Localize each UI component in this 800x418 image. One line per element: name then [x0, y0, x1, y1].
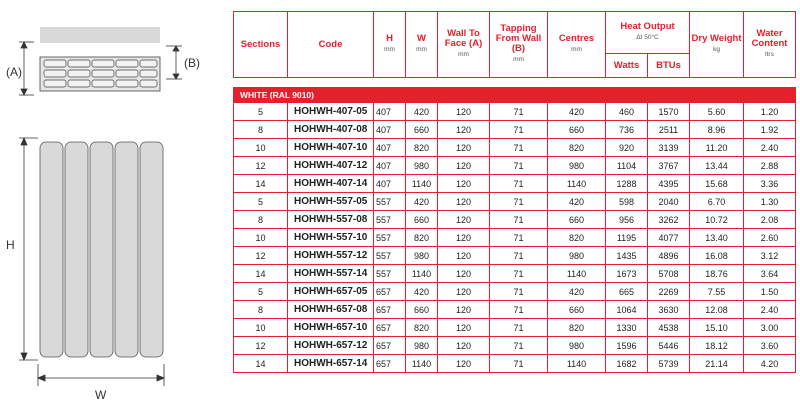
dimension-h: [19, 138, 38, 360]
cell-centres: 980: [548, 157, 606, 175]
cell-centres: 980: [548, 337, 606, 355]
cell-a: 120: [438, 175, 490, 193]
cell-weight: 6.70: [690, 193, 744, 211]
cell-w: 420: [406, 283, 438, 301]
cell-sections: 8: [234, 121, 288, 139]
cell-a: 120: [438, 265, 490, 283]
col-wall-to-face: Wall To Face (A) mm: [438, 12, 490, 78]
cell-btus: 3262: [648, 211, 690, 229]
cell-b: 71: [490, 301, 548, 319]
cell-b: 71: [490, 337, 548, 355]
table-row: [234, 175, 796, 193]
cell-a: 120: [438, 319, 490, 337]
table-row: [234, 229, 796, 247]
table-row: [234, 193, 796, 211]
cell-sections: 5: [234, 103, 288, 121]
cell-h: 657: [374, 337, 406, 355]
label-h: H: [6, 238, 15, 252]
cell-water: 1.20: [744, 103, 796, 121]
cell-weight: 13.44: [690, 157, 744, 175]
cell-h: 657: [374, 355, 406, 373]
col-water-content: Water Content ltrs: [744, 12, 796, 78]
cell-h: 407: [374, 157, 406, 175]
category-label: WHITE (RAL 9010): [234, 88, 796, 103]
cell-btus: 2040: [648, 193, 690, 211]
cell-centres: 660: [548, 121, 606, 139]
table-row: [234, 337, 796, 355]
cell-w: 1140: [406, 355, 438, 373]
cell-btus: 4538: [648, 319, 690, 337]
cell-water: 3.64: [744, 265, 796, 283]
cell-watts: 1673: [606, 265, 648, 283]
cell-centres: 980: [548, 247, 606, 265]
cell-watts: 1596: [606, 337, 648, 355]
table-body: [234, 78, 796, 373]
top-plate: [40, 27, 160, 43]
cell-b: 71: [490, 283, 548, 301]
cell-btus: 5739: [648, 355, 690, 373]
cell-watts: 1682: [606, 355, 648, 373]
col-tapping: Tapping From Wall (B) mm: [490, 12, 548, 78]
cell-water: 2.88: [744, 157, 796, 175]
col-heat-output: Heat Output Δt 50°C: [606, 12, 690, 54]
cell-sections: 12: [234, 247, 288, 265]
cell-watts: 1064: [606, 301, 648, 319]
cell-h: 557: [374, 193, 406, 211]
table-row: [234, 247, 796, 265]
label-b: (B): [184, 56, 200, 70]
cell-btus: 4896: [648, 247, 690, 265]
cell-water: 2.08: [744, 211, 796, 229]
cell-watts: 460: [606, 103, 648, 121]
cell-w: 820: [406, 229, 438, 247]
label-a: (A): [6, 65, 22, 79]
cell-sections: 14: [234, 355, 288, 373]
cell-code: HOHWH-407-12: [288, 157, 374, 175]
cell-a: 120: [438, 157, 490, 175]
cell-centres: 1140: [548, 355, 606, 373]
label-w: W: [95, 388, 107, 402]
cell-h: 657: [374, 283, 406, 301]
cell-weight: 16.08: [690, 247, 744, 265]
table-row: [234, 283, 796, 301]
col-centres: Centres mm: [548, 12, 606, 78]
cell-weight: 5.60: [690, 103, 744, 121]
cell-btus: 5708: [648, 265, 690, 283]
cell-watts: 1330: [606, 319, 648, 337]
table-row: [234, 157, 796, 175]
dimension-b: [166, 46, 182, 79]
cell-sections: 5: [234, 193, 288, 211]
table-row: [234, 355, 796, 373]
cell-watts: 598: [606, 193, 648, 211]
cell-code: HOHWH-657-05: [288, 283, 374, 301]
cell-b: 71: [490, 175, 548, 193]
cell-b: 71: [490, 211, 548, 229]
cell-sections: 5: [234, 283, 288, 301]
cell-centres: 660: [548, 301, 606, 319]
cell-code: HOHWH-657-12: [288, 337, 374, 355]
spacer-row: [234, 78, 796, 88]
cell-w: 660: [406, 121, 438, 139]
table-row: [234, 121, 796, 139]
cell-btus: 1570: [648, 103, 690, 121]
cell-weight: 21.14: [690, 355, 744, 373]
cell-water: 2.40: [744, 139, 796, 157]
col-sections: Sections: [234, 12, 288, 78]
cell-weight: 10.72: [690, 211, 744, 229]
cell-water: 1.30: [744, 193, 796, 211]
cell-code: HOHWH-557-10: [288, 229, 374, 247]
cell-centres: 420: [548, 283, 606, 301]
cell-sections: 12: [234, 157, 288, 175]
cell-a: 120: [438, 211, 490, 229]
cell-watts: 1104: [606, 157, 648, 175]
cell-w: 980: [406, 157, 438, 175]
cell-a: 120: [438, 247, 490, 265]
category-row: [234, 88, 796, 103]
cell-a: 120: [438, 103, 490, 121]
cell-sections: 14: [234, 175, 288, 193]
cell-b: 71: [490, 121, 548, 139]
cell-h: 407: [374, 103, 406, 121]
col-code: Code: [288, 12, 374, 78]
cell-h: 557: [374, 211, 406, 229]
cell-code: HOHWH-557-12: [288, 247, 374, 265]
table-row: [234, 103, 796, 121]
cell-h: 557: [374, 247, 406, 265]
cell-sections: 8: [234, 301, 288, 319]
cell-water: 1.50: [744, 283, 796, 301]
cell-w: 1140: [406, 175, 438, 193]
cell-h: 557: [374, 229, 406, 247]
cell-centres: 420: [548, 193, 606, 211]
cell-b: 71: [490, 139, 548, 157]
table-row: [234, 319, 796, 337]
cell-a: 120: [438, 121, 490, 139]
cell-centres: 1140: [548, 265, 606, 283]
cell-weight: 11.20: [690, 139, 744, 157]
cell-centres: 820: [548, 229, 606, 247]
cell-watts: 736: [606, 121, 648, 139]
cell-w: 820: [406, 319, 438, 337]
cell-a: 120: [438, 355, 490, 373]
table-row: [234, 139, 796, 157]
cell-watts: 665: [606, 283, 648, 301]
cell-weight: 13.40: [690, 229, 744, 247]
cell-b: 71: [490, 265, 548, 283]
col-btus: BTUs: [648, 54, 690, 78]
table-row: [234, 265, 796, 283]
cell-water: 1.92: [744, 121, 796, 139]
cell-h: 557: [374, 265, 406, 283]
cell-b: 71: [490, 355, 548, 373]
cell-code: HOHWH-657-14: [288, 355, 374, 373]
table-row: [234, 301, 796, 319]
cell-w: 980: [406, 337, 438, 355]
cell-watts: 1195: [606, 229, 648, 247]
cell-h: 657: [374, 319, 406, 337]
cell-sections: 14: [234, 265, 288, 283]
cell-code: HOHWH-657-08: [288, 301, 374, 319]
cell-code: HOHWH-657-10: [288, 319, 374, 337]
cell-btus: 3767: [648, 157, 690, 175]
cell-btus: 3630: [648, 301, 690, 319]
cell-water: 3.12: [744, 247, 796, 265]
cell-code: HOHWH-407-08: [288, 121, 374, 139]
header-row: [234, 12, 796, 54]
cell-sections: 10: [234, 139, 288, 157]
cell-code: HOHWH-407-10: [288, 139, 374, 157]
cell-code: HOHWH-557-05: [288, 193, 374, 211]
cell-weight: 8.96: [690, 121, 744, 139]
cell-h: 407: [374, 139, 406, 157]
cell-a: 120: [438, 193, 490, 211]
cell-code: HOHWH-407-14: [288, 175, 374, 193]
cell-water: 3.36: [744, 175, 796, 193]
cell-a: 120: [438, 229, 490, 247]
top-view-sections: [44, 60, 157, 87]
cell-w: 420: [406, 103, 438, 121]
cell-watts: 1288: [606, 175, 648, 193]
col-dry-weight: Dry Weight kg: [690, 12, 744, 78]
cell-code: HOHWH-557-08: [288, 211, 374, 229]
cell-btus: 2269: [648, 283, 690, 301]
cell-code: HOHWH-557-14: [288, 265, 374, 283]
cell-watts: 1435: [606, 247, 648, 265]
cell-btus: 2511: [648, 121, 690, 139]
cell-w: 660: [406, 211, 438, 229]
cell-weight: 15.68: [690, 175, 744, 193]
cell-w: 660: [406, 301, 438, 319]
cell-centres: 1140: [548, 175, 606, 193]
cell-centres: 420: [548, 103, 606, 121]
cell-water: 3.60: [744, 337, 796, 355]
cell-centres: 660: [548, 211, 606, 229]
cell-weight: 18.12: [690, 337, 744, 355]
cell-btus: 4395: [648, 175, 690, 193]
cell-w: 1140: [406, 265, 438, 283]
cell-b: 71: [490, 193, 548, 211]
cell-sections: 10: [234, 319, 288, 337]
cell-b: 71: [490, 157, 548, 175]
cell-h: 407: [374, 175, 406, 193]
cell-centres: 820: [548, 139, 606, 157]
cell-code: HOHWH-407-05: [288, 103, 374, 121]
cell-h: 407: [374, 121, 406, 139]
cell-weight: 18.76: [690, 265, 744, 283]
cell-a: 120: [438, 337, 490, 355]
cell-b: 71: [490, 229, 548, 247]
cell-btus: 5446: [648, 337, 690, 355]
cell-sections: 8: [234, 211, 288, 229]
cell-water: 2.60: [744, 229, 796, 247]
col-watts: Watts: [606, 54, 648, 78]
col-w: W mm: [406, 12, 438, 78]
cell-centres: 820: [548, 319, 606, 337]
front-view-columns: [40, 142, 163, 357]
cell-w: 420: [406, 193, 438, 211]
cell-w: 820: [406, 139, 438, 157]
cell-weight: 12.08: [690, 301, 744, 319]
cell-weight: 7.55: [690, 283, 744, 301]
cell-sections: 12: [234, 337, 288, 355]
cell-h: 657: [374, 301, 406, 319]
cell-water: 2.40: [744, 301, 796, 319]
cell-watts: 920: [606, 139, 648, 157]
cell-b: 71: [490, 247, 548, 265]
cell-a: 120: [438, 283, 490, 301]
cell-watts: 956: [606, 211, 648, 229]
dimension-w: [38, 364, 164, 386]
cell-b: 71: [490, 319, 548, 337]
cell-weight: 15.10: [690, 319, 744, 337]
cell-sections: 10: [234, 229, 288, 247]
cell-b: 71: [490, 103, 548, 121]
cell-btus: 3139: [648, 139, 690, 157]
col-h: H mm: [374, 12, 406, 78]
cell-water: 3.00: [744, 319, 796, 337]
cell-water: 4.20: [744, 355, 796, 373]
table-row: [234, 211, 796, 229]
spec-table: [233, 11, 796, 373]
cell-a: 120: [438, 139, 490, 157]
radiator-diagram: [0, 0, 230, 418]
cell-w: 980: [406, 247, 438, 265]
cell-a: 120: [438, 301, 490, 319]
cell-btus: 4077: [648, 229, 690, 247]
